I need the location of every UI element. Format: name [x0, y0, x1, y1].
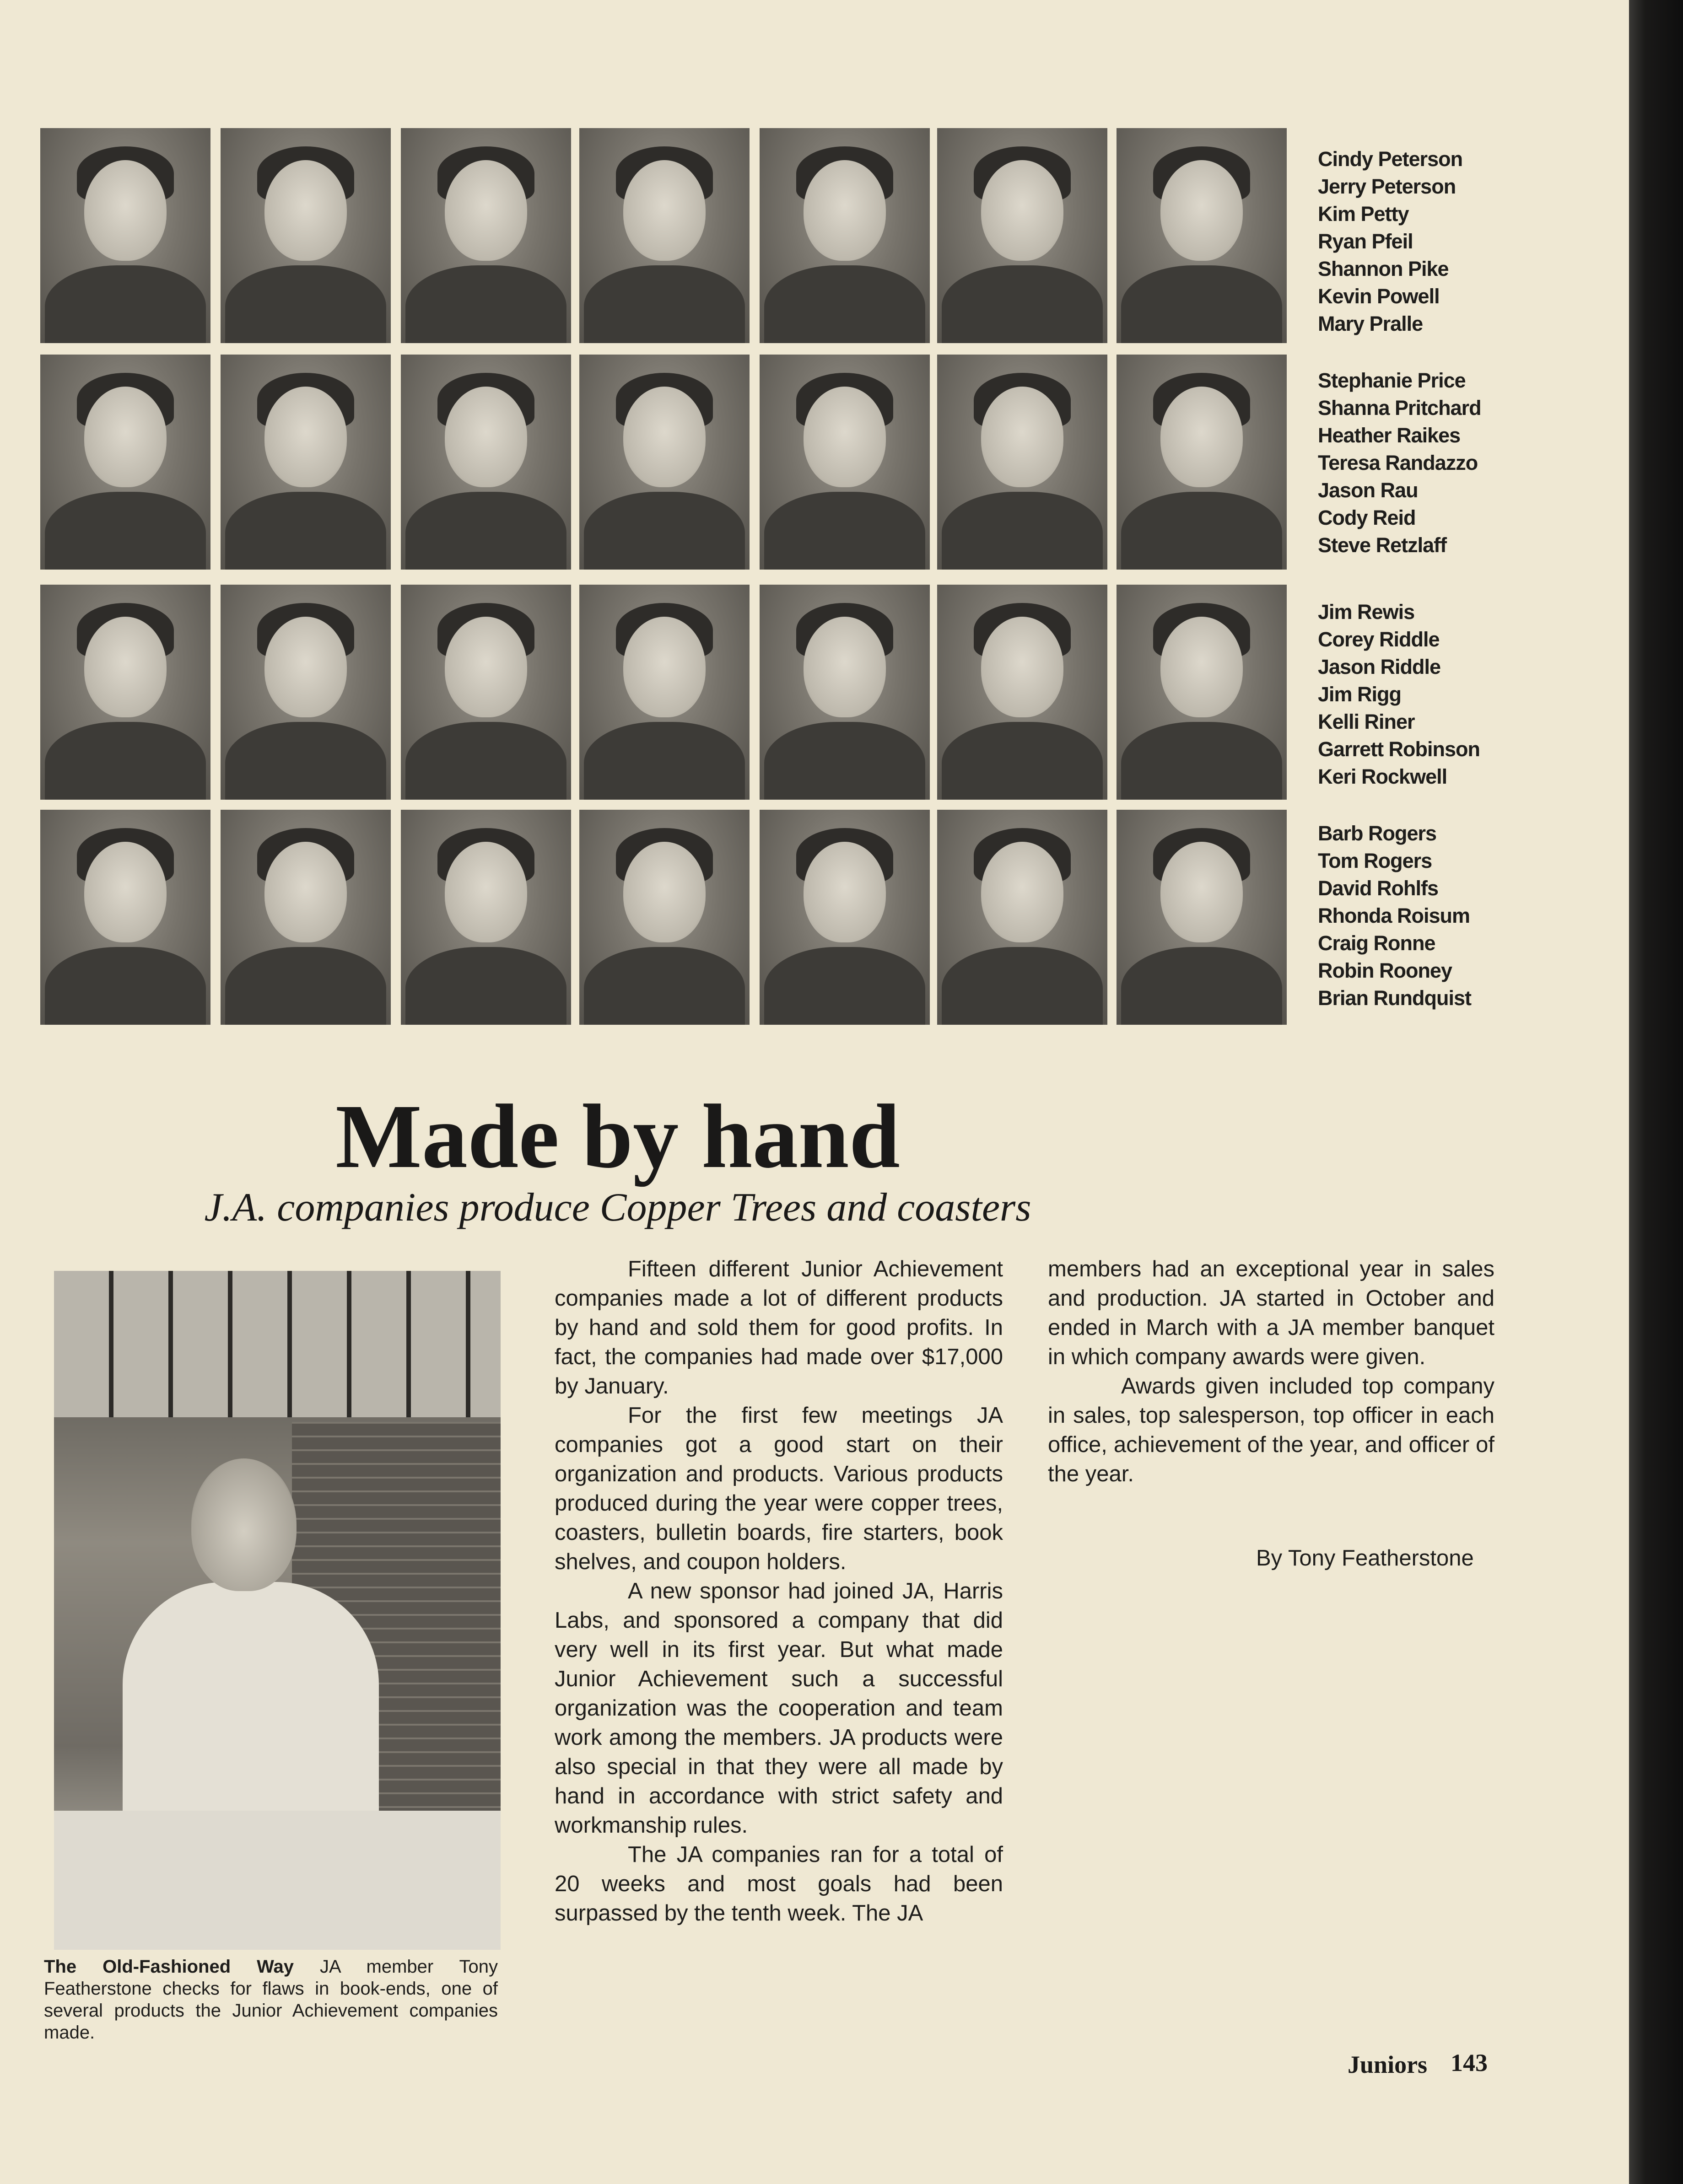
portrait-body	[942, 947, 1103, 1025]
portrait-head	[981, 160, 1063, 261]
student-portrait	[401, 585, 571, 800]
photo-window	[54, 1271, 501, 1417]
portrait-head	[981, 387, 1063, 487]
student-portrait	[221, 585, 391, 800]
portrait-head	[623, 842, 706, 942]
portrait-body	[1121, 265, 1282, 343]
photo-person-head	[191, 1458, 297, 1591]
student-portrait	[401, 810, 571, 1025]
student-portrait	[1117, 810, 1287, 1025]
portrait-body	[764, 492, 925, 570]
portrait-body	[45, 265, 206, 343]
name: Garrett Robinson	[1318, 737, 1480, 761]
portrait-body	[764, 265, 925, 343]
student-portrait	[1117, 585, 1287, 800]
name: Cody Reid	[1318, 506, 1416, 529]
portrait-body	[405, 947, 566, 1025]
name: Corey Riddle	[1318, 628, 1440, 651]
student-portrait	[579, 585, 750, 800]
name: Robin Rooney	[1318, 959, 1452, 982]
portrait-body	[405, 265, 566, 343]
student-portrait	[221, 810, 391, 1025]
portrait-head	[84, 617, 167, 717]
student-portrait	[937, 810, 1107, 1025]
name: Barb Rogers	[1318, 822, 1437, 845]
name: Craig Ronne	[1318, 931, 1435, 955]
student-portrait	[1117, 355, 1287, 570]
portrait-body	[764, 947, 925, 1025]
portrait-head	[623, 160, 706, 261]
portrait-head	[84, 842, 167, 942]
photo-caption	[44, 1956, 498, 2044]
portrait-body	[942, 265, 1103, 343]
name: Keri Rockwell	[1318, 765, 1447, 788]
student-portrait	[221, 128, 391, 343]
portrait-head	[445, 617, 527, 717]
portrait-body	[1121, 947, 1282, 1025]
page-number: 143	[1451, 2049, 1488, 2076]
article-subhead: J.A. companies produce Copper Trees and coasters	[204, 1185, 1031, 1230]
portrait-head	[445, 387, 527, 487]
portrait-body	[942, 492, 1103, 570]
paragraph: A new sponsor had joined JA, Harris Labs, and sponsored a company that did very well in its first year. But what made Junior Achievement such a successful organization was the cooperation and team work among the members. JA products were also special in that they were all made by hand in accordance with strict safety and workmanship rules.	[555, 1579, 1003, 1838]
portrait-head	[981, 617, 1063, 717]
caption-title: The Old-Fashioned Way	[44, 1957, 294, 1977]
name: Rhonda Roisum	[1318, 904, 1470, 927]
feature-photo	[54, 1271, 501, 1950]
name: Teresa Randazzo	[1318, 451, 1478, 474]
student-portrait	[1117, 128, 1287, 343]
caption-text: JA member Tony Featherstone checks for flaws in book-ends, one of several products the Junior Achievement companies made.	[44, 1957, 498, 2043]
byline: By Tony Featherstone	[1256, 1546, 1474, 1571]
student-portrait	[40, 128, 210, 343]
portrait-body	[225, 722, 386, 800]
portrait-body	[225, 265, 386, 343]
portrait-body	[584, 265, 745, 343]
portrait-body	[764, 722, 925, 800]
student-portrait	[760, 585, 930, 800]
portrait-head	[84, 387, 167, 487]
portrait-head	[623, 387, 706, 487]
name: Brian Rundquist	[1318, 986, 1471, 1010]
portrait-body	[584, 722, 745, 800]
name: Kelli Riner	[1318, 710, 1415, 733]
portrait-body	[1121, 722, 1282, 800]
portrait-head	[804, 842, 886, 942]
student-portrait	[760, 128, 930, 343]
student-portrait	[579, 128, 750, 343]
photo-person-body	[123, 1582, 379, 1838]
book-spine	[1629, 0, 1683, 2184]
portrait-head	[264, 160, 347, 261]
name: Jim Rigg	[1318, 683, 1402, 706]
portrait-body	[45, 722, 206, 800]
portrait-body	[584, 492, 745, 570]
name: Stephanie Price	[1318, 369, 1466, 392]
portrait-body	[405, 492, 566, 570]
name: Heather Raikes	[1318, 424, 1461, 447]
portrait-head	[264, 387, 347, 487]
portrait-body	[45, 492, 206, 570]
portrait-body	[1121, 492, 1282, 570]
portrait-head	[981, 842, 1063, 942]
portrait-head	[804, 387, 886, 487]
name-list-row-4	[1318, 820, 1471, 1012]
name: Ryan Pfeil	[1318, 230, 1413, 253]
name-list-row-3	[1318, 598, 1480, 791]
name: David Rohlfs	[1318, 877, 1439, 900]
name: Jason Riddle	[1318, 655, 1441, 678]
portrait-body	[942, 722, 1103, 800]
article-column-2	[1048, 1254, 1494, 1489]
name: Jason Rau	[1318, 479, 1418, 502]
student-portrait	[760, 810, 930, 1025]
portrait-body	[45, 947, 206, 1025]
student-portrait	[221, 355, 391, 570]
paragraph: Awards given included top company in sales, top salesperson, top officer in each office, achievement of the year, and officer of the year.	[1048, 1374, 1494, 1486]
portrait-head	[84, 160, 167, 261]
name-list-row-2	[1318, 367, 1481, 559]
name: Cindy Peterson	[1318, 147, 1463, 171]
name: Jim Rewis	[1318, 600, 1415, 624]
name: Kim Petty	[1318, 202, 1409, 226]
portrait-body	[584, 947, 745, 1025]
name: Shanna Pritchard	[1318, 396, 1481, 420]
paragraph: For the first few meetings JA companies got a good start on their organization and products. Various products produced during the year were copper trees, coasters, bulletin boards, fire starters, book shelves, and coupon holders.	[555, 1403, 1003, 1574]
portrait-head	[445, 160, 527, 261]
name: Shannon Pike	[1318, 257, 1449, 280]
portrait-head	[1160, 160, 1243, 261]
student-portrait	[937, 128, 1107, 343]
portrait-body	[405, 722, 566, 800]
student-portrait	[401, 128, 571, 343]
article-column-1	[555, 1254, 1003, 1928]
paragraph: Fifteen different Junior Achievement companies made a lot of different products by hand and sold them for good profits. In fact, the companies had made over $17,000 by January.	[555, 1257, 1003, 1399]
paragraph: members had an exceptional year in sales and production. JA started in October and ended in March with a JA member banquet in which company awards were given.	[1048, 1257, 1494, 1369]
name: Steve Retzlaff	[1318, 533, 1447, 557]
name: Kevin Powell	[1318, 285, 1440, 308]
student-portrait	[579, 810, 750, 1025]
student-portrait	[40, 585, 210, 800]
name: Jerry Peterson	[1318, 175, 1456, 198]
paragraph: The JA companies ran for a total of 20 weeks and most goals had been surpassed by the tenth week. The JA	[555, 1842, 1003, 1926]
footer-section-label: Juniors	[1348, 2051, 1428, 2078]
article-headline: Made by hand	[335, 1086, 900, 1187]
portrait-head	[623, 617, 706, 717]
portrait-head	[1160, 617, 1243, 717]
name-list-row-1	[1318, 145, 1462, 338]
portrait-head	[445, 842, 527, 942]
portrait-body	[225, 492, 386, 570]
student-portrait	[40, 355, 210, 570]
student-portrait	[40, 810, 210, 1025]
student-portrait	[401, 355, 571, 570]
portrait-head	[264, 842, 347, 942]
portrait-head	[1160, 842, 1243, 942]
student-portrait	[937, 585, 1107, 800]
portrait-head	[264, 617, 347, 717]
name: Tom Rogers	[1318, 849, 1432, 872]
student-portrait	[937, 355, 1107, 570]
student-portrait	[579, 355, 750, 570]
portrait-head	[1160, 387, 1243, 487]
photo-table	[54, 1811, 501, 1950]
portrait-body	[225, 947, 386, 1025]
portrait-head	[804, 617, 886, 717]
portrait-head	[804, 160, 886, 261]
student-portrait	[760, 355, 930, 570]
name: Mary Pralle	[1318, 312, 1423, 335]
